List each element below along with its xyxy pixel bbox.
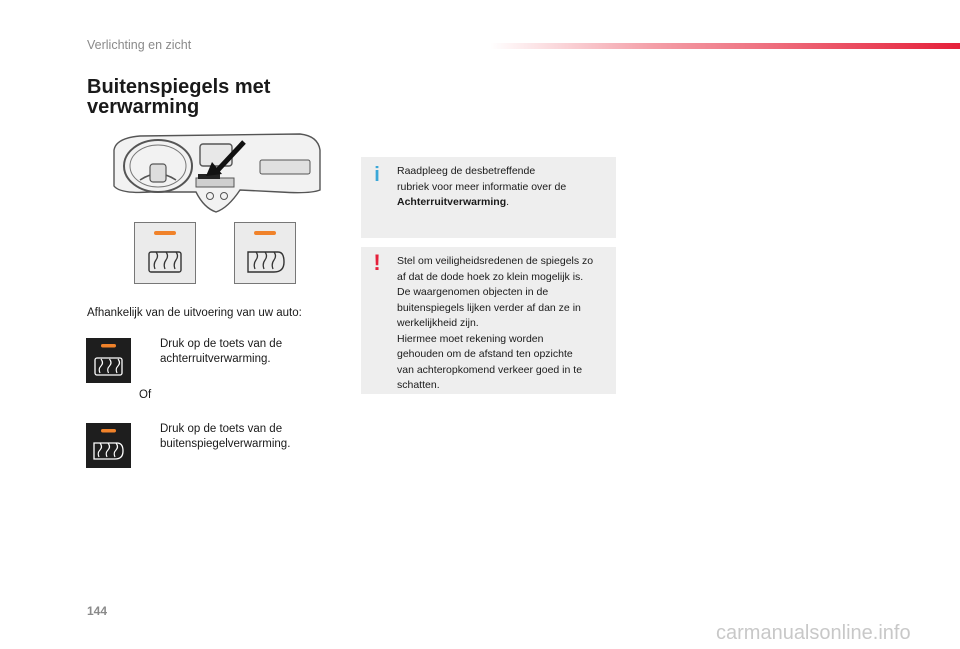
- info-note-text: [397, 164, 608, 211]
- info-icon: i: [374, 164, 380, 186]
- step-rear-defrost-line-1: Druk op de toets van de: [160, 338, 283, 350]
- warning-note-line: werkelijkheid zijn.: [397, 317, 479, 329]
- warning-note-line: gehouden om de afstand ten opzichte: [397, 348, 573, 360]
- warning-note-line: schatten.: [397, 379, 440, 391]
- warning-note-line: buitenspiegels lijken verder af dan ze in: [397, 301, 581, 314]
- intro-text: Afhankelijk van de uitvoering van uw auto:: [87, 307, 302, 319]
- warning-icon: !: [373, 250, 381, 275]
- step-mirror-defrost-line-2: buitenspiegelverwarming.: [160, 438, 291, 450]
- page-number: 144: [87, 604, 108, 618]
- rear-defrost-button-illustration: [134, 222, 196, 284]
- page-title: [87, 77, 270, 117]
- info-note-end: .: [506, 196, 510, 208]
- info-note-line-2: rubriek voor meer informatie over de: [397, 180, 567, 193]
- dashboard-illustration: [110, 128, 322, 214]
- warning-note-line: De waargenomen objecten in de: [397, 286, 549, 298]
- step-mirror-defrost: [140, 422, 340, 452]
- info-note-line-1: Raadpleeg de desbetreffende: [397, 165, 536, 177]
- page-title-line-1: Buitenspiegels met: [87, 76, 271, 98]
- section-header: Verlichting en zicht: [87, 38, 192, 52]
- info-note: [361, 157, 616, 238]
- warning-note-line: Stel om veiligheidsredenen de spiegels zo: [397, 255, 594, 267]
- warning-note-line: van achteropkomend verkeer goed in te: [397, 363, 583, 376]
- warning-note: [361, 247, 616, 394]
- step-mirror-defrost-line-1: Druk op de toets van de: [160, 423, 283, 435]
- mirror-defrost-icon: [86, 423, 131, 468]
- warning-note-line: Hiermee moet rekening worden: [397, 332, 544, 345]
- step-rear-defrost: [140, 337, 340, 367]
- page-title-line-2: verwarming: [87, 96, 200, 118]
- warning-note-text: [397, 254, 608, 394]
- watermark: carmanualsonline.info: [716, 622, 911, 644]
- step-rear-defrost-line-2: achterruitverwarming.: [160, 353, 271, 365]
- info-note-bold-term: Achterruitverwarming: [397, 196, 507, 208]
- mirror-defrost-button-illustration: [234, 222, 296, 284]
- or-label: Of: [139, 389, 152, 401]
- rear-window-defrost-icon: [86, 338, 131, 383]
- header-accent-bar: [490, 43, 960, 49]
- warning-note-line: af dat de dode hoek zo klein mogelijk is.: [397, 270, 584, 283]
